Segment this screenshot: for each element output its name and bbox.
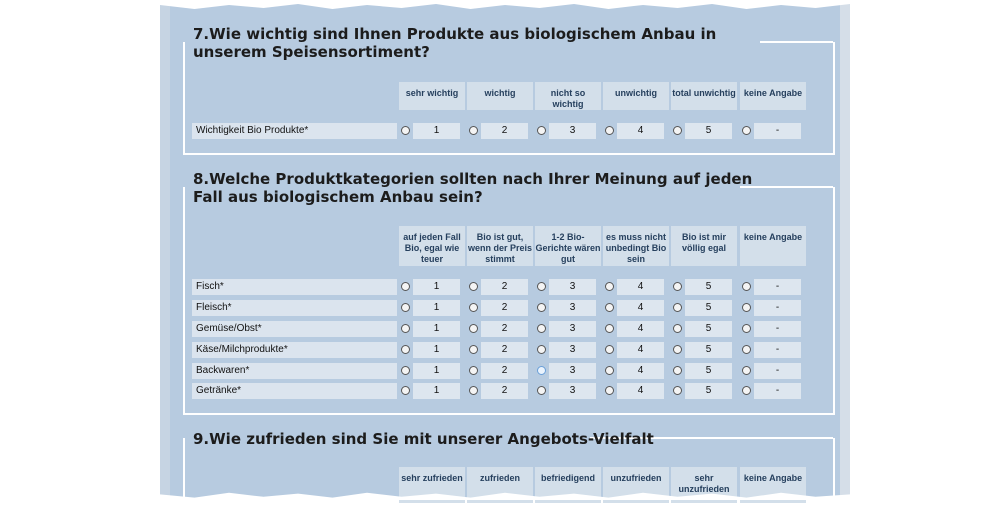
option-value: 2 xyxy=(481,300,528,316)
column-header: unzufrieden xyxy=(603,467,669,503)
option-value: 5 xyxy=(685,342,732,358)
option-value: 4 xyxy=(617,321,664,337)
option-value: 2 xyxy=(481,321,528,337)
option-value: 5 xyxy=(685,300,732,316)
radio-button[interactable] xyxy=(537,282,546,291)
radio-button[interactable] xyxy=(605,282,614,291)
option-value: 5 xyxy=(685,363,732,379)
option-value: 3 xyxy=(549,342,596,358)
column-header: nicht so wichtig xyxy=(535,82,601,110)
radio-button[interactable] xyxy=(537,366,546,375)
option-value: 1 xyxy=(413,321,460,337)
radio-button[interactable] xyxy=(605,126,614,135)
option-value: 4 xyxy=(617,300,664,316)
radio-button[interactable] xyxy=(469,345,478,354)
option-value: - xyxy=(754,321,801,337)
column-header: unwichtig xyxy=(603,82,669,110)
option-value: 5 xyxy=(685,279,732,295)
radio-button[interactable] xyxy=(401,282,410,291)
radio-button[interactable] xyxy=(742,345,751,354)
radio-button[interactable] xyxy=(742,366,751,375)
radio-button[interactable] xyxy=(673,386,682,395)
row-label: Fisch* xyxy=(192,279,397,295)
row-label: Wichtigkeit Bio Produkte* xyxy=(192,123,397,139)
column-header: keine Angabe xyxy=(740,82,806,110)
radio-button[interactable] xyxy=(605,324,614,333)
row-label: Gemüse/Obst* xyxy=(192,321,397,337)
option-value: 1 xyxy=(413,363,460,379)
radio-button[interactable] xyxy=(673,282,682,291)
radio-button[interactable] xyxy=(401,366,410,375)
option-value: 2 xyxy=(481,342,528,358)
radio-button[interactable] xyxy=(401,303,410,312)
row-label: Fleisch* xyxy=(192,300,397,316)
radio-button[interactable] xyxy=(537,126,546,135)
column-header: total unwichtig xyxy=(671,82,737,110)
option-value: 4 xyxy=(617,383,664,399)
radio-button[interactable] xyxy=(605,366,614,375)
option-value: 3 xyxy=(549,279,596,295)
column-header: zufrieden xyxy=(467,467,533,503)
radio-button[interactable] xyxy=(742,126,751,135)
option-value: 4 xyxy=(617,279,664,295)
option-value: 5 xyxy=(685,383,732,399)
radio-button[interactable] xyxy=(605,386,614,395)
option-value: 3 xyxy=(549,123,596,139)
question-7-title: 7.Wie wichtig sind Ihnen Produkte aus biologischem Anbau in unserem Speisensortiment? xyxy=(193,25,717,61)
radio-button[interactable] xyxy=(673,303,682,312)
radio-button[interactable] xyxy=(469,282,478,291)
option-value: 1 xyxy=(413,342,460,358)
column-header: auf jeden Fall Bio, egal wie teuer xyxy=(399,226,465,266)
column-header: sehr wichtig xyxy=(399,82,465,110)
option-value: 2 xyxy=(481,383,528,399)
radio-button[interactable] xyxy=(469,303,478,312)
column-header: wichtig xyxy=(467,82,533,110)
radio-button[interactable] xyxy=(469,386,478,395)
column-header: es muss nicht unbedingt Bio sein xyxy=(603,226,669,266)
radio-button[interactable] xyxy=(469,366,478,375)
option-value: 3 xyxy=(549,363,596,379)
option-value: 3 xyxy=(549,300,596,316)
radio-button[interactable] xyxy=(401,345,410,354)
radio-button[interactable] xyxy=(401,126,410,135)
radio-button[interactable] xyxy=(537,303,546,312)
option-value: 1 xyxy=(413,383,460,399)
page-shadow-right xyxy=(840,0,850,500)
question-7-fieldset-border xyxy=(760,41,833,43)
option-value: 4 xyxy=(617,123,664,139)
column-header: 1-2 Bio-Gerichte wären gut xyxy=(535,226,601,266)
radio-button[interactable] xyxy=(605,303,614,312)
option-value: 2 xyxy=(481,279,528,295)
radio-button[interactable] xyxy=(742,386,751,395)
question-8-title: 8.Welche Produktkategorien sollten nach Ihrer Meinung auf jeden Fall aus biologischem Anbau sein? xyxy=(193,170,753,206)
radio-button[interactable] xyxy=(673,345,682,354)
option-value: 5 xyxy=(685,321,732,337)
column-header: Bio ist gut, wenn der Preis stimmt xyxy=(467,226,533,266)
question-9-title: 9.Wie zufrieden sind Sie mit unserer Angebots-Vielfalt xyxy=(193,430,654,448)
question-8-fieldset-border xyxy=(740,186,833,188)
option-value: 2 xyxy=(481,363,528,379)
column-header: sehr unzufrieden xyxy=(671,467,737,503)
row-label: Backwaren* xyxy=(192,363,397,379)
option-value: - xyxy=(754,342,801,358)
radio-button[interactable] xyxy=(673,324,682,333)
option-value: - xyxy=(754,383,801,399)
radio-button[interactable] xyxy=(673,366,682,375)
option-value: 1 xyxy=(413,279,460,295)
row-label: Käse/Milchprodukte* xyxy=(192,342,397,358)
column-header: keine Angabe xyxy=(740,467,806,503)
option-value: 5 xyxy=(685,123,732,139)
option-value: 3 xyxy=(549,383,596,399)
column-header: sehr zufrieden xyxy=(399,467,465,503)
option-value: 3 xyxy=(549,321,596,337)
radio-button[interactable] xyxy=(401,324,410,333)
column-header: befriedigend xyxy=(535,467,601,503)
radio-button[interactable] xyxy=(537,345,546,354)
option-value: 4 xyxy=(617,342,664,358)
option-value: - xyxy=(754,300,801,316)
radio-button[interactable] xyxy=(673,126,682,135)
row-label: Getränke* xyxy=(192,383,397,399)
column-header: keine Angabe xyxy=(740,226,806,266)
option-value: - xyxy=(754,363,801,379)
radio-button[interactable] xyxy=(469,126,478,135)
radio-button[interactable] xyxy=(605,345,614,354)
option-value: 2 xyxy=(481,123,528,139)
radio-button[interactable] xyxy=(469,324,478,333)
option-value: - xyxy=(754,279,801,295)
radio-button[interactable] xyxy=(537,324,546,333)
radio-button[interactable] xyxy=(401,386,410,395)
option-value: 1 xyxy=(413,300,460,316)
radio-button[interactable] xyxy=(742,303,751,312)
option-value: 1 xyxy=(413,123,460,139)
radio-button[interactable] xyxy=(742,282,751,291)
option-value: 4 xyxy=(617,363,664,379)
radio-button[interactable] xyxy=(742,324,751,333)
option-value: - xyxy=(754,123,801,139)
column-header: Bio ist mir völlig egal xyxy=(671,226,737,266)
radio-button[interactable] xyxy=(537,386,546,395)
